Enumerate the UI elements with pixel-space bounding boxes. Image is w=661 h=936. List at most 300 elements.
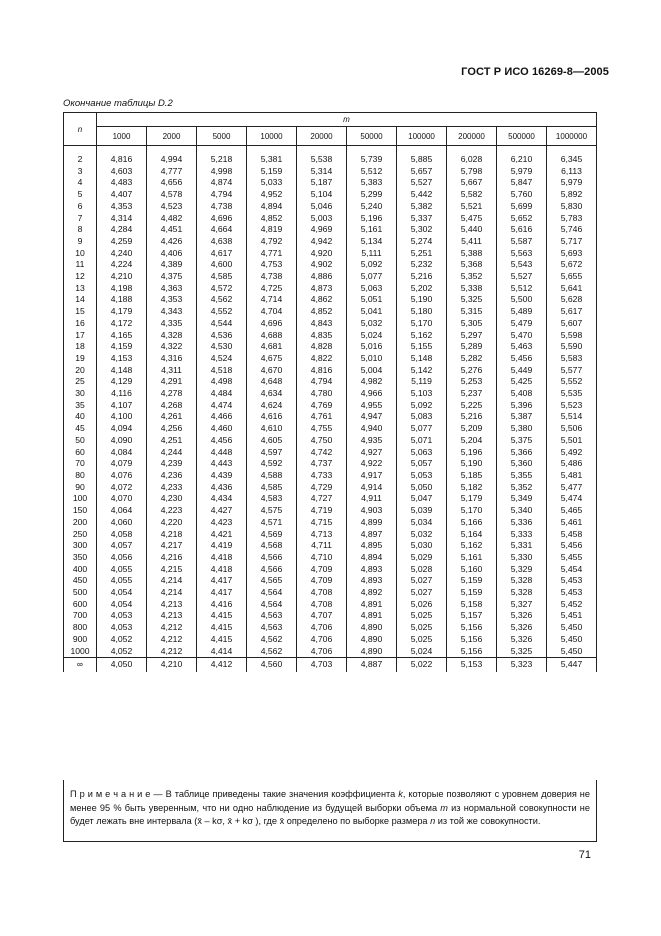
value-cell: 5,103 [397,388,447,400]
value-cell: 4,681 [247,341,297,353]
value-cell: 5,388 [447,248,497,260]
value-cell: 4,054 [97,587,147,599]
value-cell: 4,107 [97,400,147,412]
n-cell: 18 [64,341,97,353]
value-cell: 5,104 [297,189,347,201]
value-cell: 5,142 [397,365,447,377]
value-cell: 5,299 [347,189,397,201]
value-cell: 4,852 [247,213,297,225]
n-cell: 7 [64,213,97,225]
value-cell: 5,577 [547,365,597,377]
value-cell: 5,289 [447,341,497,353]
value-cell: 4,714 [247,294,297,306]
table-row [64,493,597,505]
value-cell: 4,638 [197,236,247,248]
value-cell: 4,050 [97,658,147,673]
n-cell: 500 [64,587,97,599]
value-cell: 4,750 [297,435,347,447]
value-cell: 5,153 [447,658,497,673]
infinity-row [64,658,597,673]
value-cell: 4,328 [147,330,197,342]
value-cell: 4,052 [97,646,147,658]
value-cell: 4,210 [147,658,197,673]
value-cell: 4,969 [297,224,347,236]
value-cell: 4,564 [247,587,297,599]
value-cell: 4,284 [97,224,147,236]
value-cell: 5,025 [397,634,447,646]
n-cell: 25 [64,376,97,388]
spacer-cell [447,146,497,155]
value-cell: 5,512 [347,166,397,178]
table-row [64,411,597,423]
value-cell: 5,047 [397,493,447,505]
value-cell: 5,025 [397,610,447,622]
value-cell: 5,652 [497,213,547,225]
value-cell: 4,076 [97,470,147,482]
n-cell: 40 [64,411,97,423]
value-cell: 4,922 [347,458,397,470]
value-cell: 5,315 [447,306,497,318]
value-cell: 4,311 [147,365,197,377]
n-cell: 3 [64,166,97,178]
table-row [64,248,597,260]
value-cell: 4,982 [347,376,397,388]
value-cell: 4,090 [97,435,147,447]
value-cell: 5,451 [547,610,597,622]
value-cell: 4,058 [97,529,147,541]
value-cell: 5,535 [547,388,597,400]
value-cell: 4,523 [147,201,197,213]
table-row [64,189,597,201]
value-cell: 5,156 [447,634,497,646]
table-row [64,517,597,529]
n-cell: 12 [64,271,97,283]
value-cell: 5,057 [397,458,447,470]
value-cell: 4,060 [97,517,147,529]
value-cell: 5,616 [497,224,547,236]
value-cell: 4,738 [197,201,247,213]
value-cell: 4,443 [197,458,247,470]
value-cell: 5,892 [547,189,597,201]
coefficient-table [63,112,597,672]
m-column-header: 100000 [397,127,447,146]
n-column-header: n [64,113,97,146]
value-cell: 5,326 [497,634,547,646]
value-cell: 4,706 [297,634,347,646]
table-row [64,470,597,482]
note-text: из той же совокупности. [435,816,541,827]
value-cell: 4,217 [147,540,197,552]
value-cell: 4,055 [97,564,147,576]
value-cell: 4,715 [297,517,347,529]
value-cell: 5,077 [347,271,397,283]
value-cell: 5,039 [397,505,447,517]
n-cell: 250 [64,529,97,541]
value-cell: 4,436 [197,482,247,494]
table-note [63,780,597,842]
value-cell: 5,521 [447,201,497,213]
value-cell: 4,415 [197,634,247,646]
value-cell: 5,465 [547,505,597,517]
value-cell: 5,326 [497,610,547,622]
value-cell: 5,159 [447,575,497,587]
n-cell: 70 [64,458,97,470]
value-cell: 4,165 [97,330,147,342]
value-cell: 4,708 [297,599,347,611]
m-column-header: 500000 [497,127,547,146]
value-cell: 4,223 [147,505,197,517]
value-cell: 5,330 [497,552,547,564]
value-cell: 5,028 [397,564,447,576]
m-column-header: 5000 [197,127,247,146]
value-cell: 4,835 [297,330,347,342]
value-cell: 4,100 [97,411,147,423]
table-row [64,294,597,306]
value-cell: 4,603 [97,166,147,178]
value-cell: 5,442 [397,189,447,201]
value-cell: 5,501 [547,435,597,447]
value-cell: 5,027 [397,587,447,599]
table-row [64,540,597,552]
value-cell: 5,063 [347,283,397,295]
value-cell: 4,862 [297,294,347,306]
value-cell: 4,566 [247,564,297,576]
value-cell: 5,274 [397,236,447,248]
value-cell: 6,345 [547,154,597,166]
value-cell: 4,159 [97,341,147,353]
value-cell: 5,158 [447,599,497,611]
value-cell: 4,230 [147,493,197,505]
value-cell: 4,703 [297,658,347,673]
value-cell: 4,233 [147,482,197,494]
value-cell: 4,563 [247,610,297,622]
value-cell: 4,706 [297,646,347,658]
value-cell: 5,461 [547,517,597,529]
value-cell: 5,196 [447,447,497,459]
n-cell: 4 [64,177,97,189]
n-cell: 2 [64,154,97,166]
table-row [64,610,597,622]
value-cell: 5,083 [397,411,447,423]
value-cell: 4,780 [297,388,347,400]
value-cell: 5,425 [497,376,547,388]
value-cell: 4,460 [197,423,247,435]
value-cell: 5,232 [397,259,447,271]
value-cell: 4,530 [197,341,247,353]
note-xbar: x̄ [279,816,285,827]
value-cell: 4,451 [147,224,197,236]
value-cell: 5,024 [397,646,447,658]
value-cell: 4,902 [297,259,347,271]
value-cell: 5,179 [447,493,497,505]
n-cell: 60 [64,447,97,459]
value-cell: 4,560 [247,658,297,673]
value-cell: 5,783 [547,213,597,225]
value-cell: 4,218 [147,529,197,541]
value-cell: 5,218 [197,154,247,166]
value-cell: 4,819 [247,224,297,236]
value-cell: 5,450 [547,622,597,634]
value-cell: 4,268 [147,400,197,412]
value-cell: 4,212 [147,622,197,634]
value-cell: 4,998 [197,166,247,178]
value-cell: 4,755 [297,423,347,435]
value-cell: 5,180 [397,306,447,318]
m-column-header: 1000 [97,127,147,146]
value-cell: 4,777 [147,166,197,178]
value-cell: 4,064 [97,505,147,517]
value-cell: 5,506 [547,423,597,435]
value-cell: 4,148 [97,365,147,377]
standard-header: ГОСТ Р ИСО 16269-8—2005 [461,66,609,78]
value-cell: 5,456 [547,540,597,552]
n-cell: 9 [64,236,97,248]
spacer-cell [497,146,547,155]
value-cell: 5,352 [447,271,497,283]
value-cell: 4,498 [197,376,247,388]
value-cell: 4,417 [197,575,247,587]
value-cell: 4,291 [147,376,197,388]
table-row [64,201,597,213]
value-cell: 4,343 [147,306,197,318]
value-cell: 5,760 [497,189,547,201]
value-cell: 5,552 [547,376,597,388]
table-row [64,341,597,353]
n-cell: 5 [64,189,97,201]
value-cell: 5,607 [547,318,597,330]
value-cell: 5,527 [497,271,547,283]
value-cell: 5,474 [547,493,597,505]
value-cell: 5,655 [547,271,597,283]
value-cell: 5,156 [447,646,497,658]
value-cell: 5,453 [547,575,597,587]
value-cell: 5,034 [397,517,447,529]
n-cell: 50 [64,435,97,447]
value-cell: 4,053 [97,622,147,634]
value-cell: 5,383 [347,177,397,189]
value-cell: 4,585 [197,271,247,283]
table-row [64,213,597,225]
value-cell: 5,450 [547,646,597,658]
n-cell: 700 [64,610,97,622]
value-cell: 5,543 [497,259,547,271]
value-cell: 4,578 [147,189,197,201]
value-cell: 4,172 [97,318,147,330]
value-cell: 4,055 [97,575,147,587]
value-cell: 5,161 [347,224,397,236]
table-row [64,529,597,541]
n-cell: 14 [64,294,97,306]
m-column-header: 50000 [347,127,397,146]
value-cell: 4,585 [247,482,297,494]
value-cell: 4,552 [197,306,247,318]
value-cell: 4,914 [347,482,397,494]
value-cell: 4,597 [247,447,297,459]
value-cell: 4,406 [147,248,197,260]
value-cell: 5,979 [497,166,547,178]
value-cell: 4,903 [347,505,397,517]
value-cell: 4,624 [247,400,297,412]
value-cell: 4,569 [247,529,297,541]
n-cell: 19 [64,353,97,365]
value-cell: 5,166 [447,517,497,529]
value-cell: 4,256 [147,423,197,435]
value-cell: 4,742 [297,447,347,459]
n-cell: 900 [64,634,97,646]
value-cell: 4,696 [247,318,297,330]
value-cell: 5,025 [397,622,447,634]
value-cell: 4,955 [347,400,397,412]
value-cell: 4,418 [197,564,247,576]
value-cell: 4,054 [97,599,147,611]
value-cell: 4,421 [197,529,247,541]
value-cell: 4,482 [147,213,197,225]
value-cell: 5,326 [497,622,547,634]
value-cell: 4,600 [197,259,247,271]
value-cell: 4,094 [97,423,147,435]
value-cell: 4,927 [347,447,397,459]
n-cell: 400 [64,564,97,576]
value-cell: 5,470 [497,330,547,342]
value-cell: 4,415 [197,610,247,622]
value-cell: 5,305 [447,318,497,330]
n-cell: 350 [64,552,97,564]
value-cell: 4,129 [97,376,147,388]
value-cell: 5,050 [397,482,447,494]
spacer-cell [547,146,597,155]
value-cell: 6,113 [547,166,597,178]
value-cell: 5,382 [397,201,447,213]
n-cell: 35 [64,400,97,412]
value-cell: 5,156 [447,622,497,634]
value-cell: 5,885 [397,154,447,166]
value-cell: 5,492 [547,447,597,459]
value-cell: 4,890 [347,622,397,634]
value-cell: 5,617 [547,306,597,318]
value-cell: 5,161 [447,552,497,564]
value-cell: 5,396 [497,400,547,412]
value-cell: 5,022 [397,658,447,673]
value-cell: 4,696 [197,213,247,225]
value-cell: 5,297 [447,330,497,342]
value-cell: 4,890 [347,646,397,658]
value-cell: 4,617 [197,248,247,260]
value-cell: 5,583 [547,353,597,365]
table-row [64,564,597,576]
value-cell: 4,707 [297,610,347,622]
n-cell: 13 [64,283,97,295]
value-cell: 5,209 [447,423,497,435]
table-row [64,306,597,318]
value-cell: 4,353 [147,294,197,306]
value-cell: 4,704 [247,306,297,318]
value-cell: 4,719 [297,505,347,517]
value-cell: 5,159 [447,587,497,599]
value-cell: 4,894 [247,201,297,213]
value-cell: 5,251 [397,248,447,260]
value-cell: 4,389 [147,259,197,271]
value-cell: 5,458 [547,529,597,541]
value-cell: 4,753 [247,259,297,271]
value-cell: 5,657 [397,166,447,178]
n-cell: 450 [64,575,97,587]
note-text: из нормальной совокупности не будет лежать вне интервала ( [70,802,590,827]
value-cell: 5,375 [497,435,547,447]
value-cell: 5,157 [447,610,497,622]
value-cell: 4,259 [97,236,147,248]
value-cell: 4,414 [197,646,247,658]
value-cell: 4,713 [297,529,347,541]
value-cell: 5,693 [547,248,597,260]
value-cell: 5,325 [447,294,497,306]
n-cell: 8 [64,224,97,236]
n-cell: 800 [64,622,97,634]
value-cell: 5,077 [397,423,447,435]
value-cell: 4,212 [147,634,197,646]
value-cell: 5,026 [397,599,447,611]
value-cell: 5,449 [497,365,547,377]
value-cell: 5,667 [447,177,497,189]
value-cell: 4,483 [97,177,147,189]
value-cell: 4,375 [147,271,197,283]
spacer-cell [147,146,197,155]
table-row [64,283,597,295]
m-column-header: 2000 [147,127,197,146]
table-row [64,599,597,611]
value-cell: 4,261 [147,411,197,423]
spacer-cell [347,146,397,155]
value-cell: 5,739 [347,154,397,166]
value-cell: 5,481 [547,470,597,482]
value-cell: 4,474 [197,400,247,412]
value-cell: 4,891 [347,610,397,622]
value-cell: 4,616 [247,411,297,423]
value-cell: 4,738 [247,271,297,283]
value-cell: 5,092 [347,259,397,271]
value-cell: 4,873 [297,283,347,295]
value-cell: 5,590 [547,341,597,353]
table-row [64,177,597,189]
value-cell: 5,148 [397,353,447,365]
value-cell: 5,349 [497,493,547,505]
value-cell: 4,664 [197,224,247,236]
value-cell: 6,028 [447,154,497,166]
value-cell: 5,053 [397,470,447,482]
value-cell: 4,899 [347,517,397,529]
value-cell: 5,216 [397,271,447,283]
table-row [64,400,597,412]
value-cell: 5,016 [347,341,397,353]
n-cell: 15 [64,306,97,318]
note-text: + kσ ), где [232,816,280,827]
value-cell: 5,164 [447,529,497,541]
value-cell: 5,024 [347,330,397,342]
value-cell: 4,427 [197,505,247,517]
value-cell: 4,052 [97,634,147,646]
value-cell: 5,328 [497,587,547,599]
value-cell: 5,538 [297,154,347,166]
value-cell: 4,794 [297,376,347,388]
value-cell: 5,092 [397,400,447,412]
value-cell: 4,417 [197,587,247,599]
value-cell: 5,325 [497,646,547,658]
value-cell: 4,564 [247,599,297,611]
note-text: определено по выборке размера [284,816,431,827]
value-cell: 5,155 [397,341,447,353]
value-cell: 4,706 [297,622,347,634]
value-cell: 5,387 [497,411,547,423]
value-cell: 5,641 [547,283,597,295]
